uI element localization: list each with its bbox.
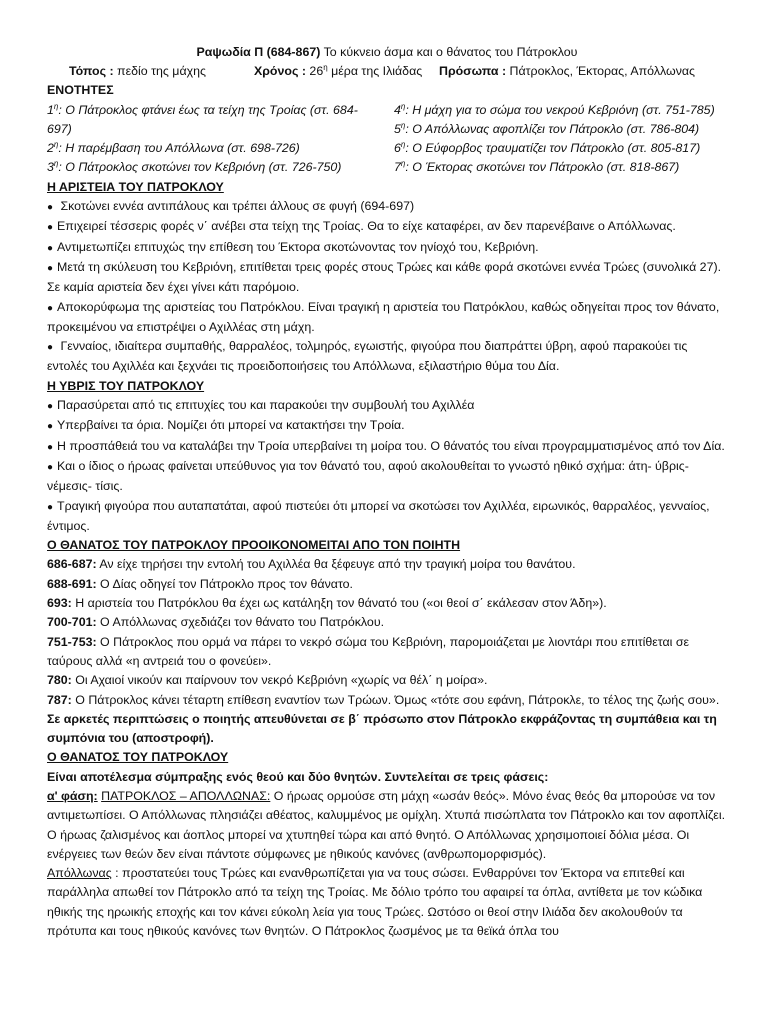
verse-text: Ο Δίας οδηγεί τον Πάτροκλο προς τον θάνατο. [96, 576, 353, 591]
hybris-heading: Η ΥΒΡΙΣ ΤΟΥ ΠΑΤΡΟΚΛΟΥ [47, 378, 205, 393]
persons-value: Πάτροκλος, Έκτορας, Απόλλωνας [506, 64, 696, 79]
bullet-item [47, 416, 727, 436]
meta-row [47, 62, 727, 81]
unit-sup: η [53, 140, 59, 150]
time-value-post: μέρα της Ιλιάδας [327, 64, 423, 79]
unit-sup: η [53, 159, 59, 169]
bullet-item [47, 258, 727, 298]
bullet-icon: ● [47, 461, 54, 473]
bullet-item [47, 497, 727, 537]
bullet-item [47, 337, 727, 377]
document-content [47, 43, 727, 941]
verse-ref: 686-687: [47, 557, 97, 572]
unit-number: 6 [394, 141, 401, 156]
verse-item [47, 555, 727, 574]
units-grid [47, 101, 727, 178]
aristeia-list [47, 197, 727, 377]
verse-text: Οι Αχαιοί νικούν και παίρνουν τον νεκρό Κεβριόνη «χωρίς να θέλ΄ η μοίρα». [71, 673, 488, 688]
verse-ref: 751-753: [47, 634, 97, 649]
time-sup: η [323, 63, 328, 73]
bullet-text: Αποκορύφωμα της αριστείας του Πατρόκλου. Είναι τραγική η αριστεία του Πατρόκλου, καθώς οδηγείται προς τον θάνατο, προκειμένου να επιστρέψει ο Αχιλλέας στη μάχη. [47, 299, 720, 334]
bullet-text: Παρασύρεται από τις επιτυχίες του και παρακούει την συμβουλή του Αχιλλέα [57, 398, 475, 413]
phase-label: α' φάση: [47, 788, 98, 803]
bullet-icon: ● [47, 441, 54, 453]
bullet-text: Τραγική φιγούρα που αυταπατάται, αφού πιστεύει ότι μπορεί να σκοτώσει τον Αχιλλέα, ειρωνικός, θαρραλέος, γενναίος, έντιμος. [47, 498, 710, 533]
verse-text: Ο Απόλλωνας σχεδιάζει τον θάνατο του Πατρόκλου. [96, 615, 385, 630]
bullet-item [47, 298, 727, 338]
foreshadow-list [47, 555, 727, 709]
bullet-icon: ● [47, 421, 54, 433]
unit-sup: η [400, 120, 406, 130]
bullet-item [47, 437, 727, 457]
bullet-icon: ● [47, 401, 54, 413]
hybris-list [47, 396, 727, 536]
unit-item [394, 139, 727, 158]
verse-item [47, 633, 727, 672]
units-right-column [386, 101, 727, 178]
death-intro: Είναι αποτέλεσμα σύμπραξης ενός θεού και δύο θνητών. Συντελείται σε τρεις φάσεις: [47, 769, 549, 784]
time-value: 26 [305, 64, 324, 79]
unit-text: : Ο Πάτροκλος φτάνει έως τα τείχη της Τροίας (στ. 684-697) [47, 102, 358, 136]
unit-item [47, 101, 380, 140]
bullet-icon: ● [47, 342, 54, 354]
bullet-item [47, 238, 727, 258]
bullet-text: Επιχειρεί τέσσερις φορές ν΄ ανέβει στα τείχη της Τροίας. Θα το είχε καταφέρει, αν δεν παρενέβαινε ο Απόλλωνας. [57, 219, 676, 234]
verse-item [47, 671, 727, 690]
verse-item [47, 691, 727, 710]
foreshadow-closing: Σε αρκετές περιπτώσεις ο ποιητής απευθύνεται σε β΄ πρόσωπο στον Πάτροκλο εκφράζοντας τη συμπάθεια και τη συμπόνια του (αποστροφή). [47, 711, 717, 746]
phase-title: ΠΑΤΡΟΚΛΟΣ – ΑΠΟΛΛΩΝΑΣ: [101, 788, 271, 803]
units-left-column [47, 101, 386, 178]
persons-label: Πρόσωπα : [439, 64, 507, 79]
bullet-item [47, 217, 727, 237]
persons-info [439, 62, 695, 81]
unit-number: 5 [394, 121, 401, 136]
unit-number: 7 [394, 160, 401, 175]
bullet-item [47, 197, 727, 217]
verse-ref: 787: [47, 692, 72, 707]
unit-sup: η [400, 101, 406, 111]
verse-text: Αν είχε τηρήσει την εντολή του Αχιλλέα θα ξέφευγε από την τραγική μοίρα του θανάτου. [96, 557, 576, 572]
bullet-text: Υπερβαίνει τα όρια. Νομίζει ότι μπορεί να κατακτήσει την Τροία. [57, 418, 405, 433]
bullet-text: Και ο ίδιος ο ήρωας φαίνεται υπεύθυνος για τον θάνατό του, αφού ακολουθείται το γνωστό ηθικό σχήμα: άτη- ύβρις- νέμεσις- τίσις. [47, 458, 689, 494]
apollo-paragraph [47, 864, 727, 941]
time-info [254, 62, 422, 81]
unit-item [47, 158, 380, 177]
verse-text: Ο Πάτροκλος κάνει τέταρτη επίθεση εναντίον των Τρώων. Όμως «τότε σου εφάνη, Πάτροκλε, το τέλος της ζωής σου». [71, 692, 720, 707]
title-rest: Το κύκνειο άσμα και ο θάνατος του Πάτροκλου [320, 45, 578, 59]
bullet-text: Αντιμετωπίζει επιτυχώς την επίθεση του Έκτορα σκοτώνοντας τον ηνίοχό του, Κεβριόνη. [57, 239, 539, 254]
unit-number: 1 [47, 102, 54, 117]
unit-sup: η [400, 159, 406, 169]
verse-item [47, 613, 727, 632]
verse-item [47, 575, 727, 594]
bullet-icon: ● [47, 501, 54, 513]
bullet-text: Σκοτώνει εννέα αντιπάλους και τρέπει άλλους σε φυγή (694-697) [57, 199, 415, 214]
bullet-icon: ● [47, 222, 54, 234]
unit-item [394, 101, 727, 120]
apollo-text: : προστατεύει τους Τρώες και ενανθρωπίζεται για να τους σώσει. Ενθαρρύνει τον Έκτορα να επιτεθεί και παράλληλα απωθεί τον Πάτροκλο από τα τείχη της Τροίας. Με δόλιο τρόπο του αφαιρεί τα όπλα, αντίθετα με τον κώδικα ηθικής της ηρωικής εποχής και τον κάνει εύκολη λεία για τους Τρώες. Ωστόσο οι θεοί στην Ιλιάδα δεν ακολουθούν τα πρότυπα και τους ηθικούς κανόνες των θνητών. Ο Πάτροκλος ζωσμένος με τα θεϊκά όπλα του [47, 866, 703, 939]
bullet-text: Η προσπάθειά του να καταλάβει την Τροία υπερβαίνει τη μοίρα του. Ο θάνατός του είναι προγραμματισμένος από τον Δία. [57, 438, 725, 453]
aristeia-heading: Η ΑΡΙΣΤΕΙΑ ΤΟΥ ΠΑΤΡΟΚΛΟΥ [47, 179, 224, 194]
unit-text: : Ο Έκτορας σκοτώνει τον Πάτροκλο (στ. 818-867) [405, 160, 680, 175]
verse-ref: 688-691: [47, 576, 97, 591]
unit-sup: η [53, 101, 59, 111]
phase-text: Ο ήρωας ορμούσε στη μάχη «ωσάν θεός». Μόνο ένας θεός θα μπορούσε να τον αντιμετωπίσει. Ο Απόλλωνας πλησιάζει αθέατος, καλυμμένος με ομίχλη. Χτυπά πισώπλατα τον Πάτροκλο και τον αφοπλίζει. Ο ήρωας ζαλισμένος και άοπλος μπορεί να χτυπηθεί τώρα και από θνητό. Ο Απόλλωνας χρησιμοποιεί δόλια μέσα. Οι ενέργειες των θεών δεν είναι πάντοτε σύμφωνες με ηθικούς κανόνες (ανθρωπομορφισμός). [47, 788, 726, 861]
verse-text: Η αριστεία του Πατρόκλου θα έχει ως κατάληξη τον θάνατό του («οι θεοί σ΄ εκάλεσαν στον Άδη»). [71, 596, 607, 611]
unit-text: : Η μάχη για το σώμα του νεκρού Κεβριόνη (στ. 751-785) [405, 102, 715, 117]
bullet-icon: ● [47, 242, 54, 254]
unit-text: : Ο Απόλλωνας αφοπλίζει τον Πάτροκλο (στ. 786-804) [405, 121, 700, 136]
bullet-item [47, 457, 727, 497]
unit-number: 4 [394, 102, 401, 117]
bullet-icon: ● [47, 262, 54, 274]
verse-text: Ο Πάτροκλος που ορμά να πάρει το νεκρό σώμα του Κεβριόνη, παρομοιάζεται με λιοντάρι που επιτίθεται σε ταύρους αλλά «η αντρειά του ο φονεύει». [47, 634, 690, 668]
verse-ref: 693: [47, 596, 72, 611]
bullet-icon: ● [47, 202, 54, 214]
time-label: Χρόνος : [254, 64, 306, 79]
unit-text: : Ο Πάτροκλος σκοτώνει τον Κεβριόνη (στ. 726-750) [58, 160, 342, 175]
verse-ref: 700-701: [47, 615, 97, 630]
unit-text: : Η παρέμβαση του Απόλλωνα (στ. 698-726) [58, 141, 300, 156]
apollo-label: Απόλλωνας [47, 866, 112, 881]
page-title [47, 43, 727, 62]
verse-ref: 780: [47, 673, 72, 688]
unit-number: 3 [47, 160, 54, 175]
bullet-text: Γενναίος, ιδιαίτερα συμπαθής, θαρραλέος, τολμηρός, εγωιστής, φιγούρα που διαπράττει ύβρη, αφού παρακούει τις εντολές του Αχιλλέα και ξεχνάει τις προειδοποιήσεις του Απόλλωνα, εξιλαστήριο θύμα του Δία. [47, 339, 688, 374]
unit-item [47, 139, 380, 158]
place-value: πεδίο της μάχης [113, 64, 206, 79]
unit-item [394, 120, 727, 139]
unit-text: : Ο Εύφορβος τραυματίζει τον Πάτροκλο (στ. 805-817) [405, 141, 701, 156]
units-heading: ΕΝΟΤΗΤΕΣ [47, 83, 114, 98]
place-label: Τόπος : [69, 64, 114, 79]
bullet-icon: ● [47, 302, 54, 314]
unit-number: 2 [47, 141, 54, 156]
death-heading: Ο ΘΑΝΑΤΟΣ ΤΟΥ ΠΑΤΡΟΚΛΟΥ [47, 750, 229, 765]
foreshadow-heading: Ο ΘΑΝΑΤΟΣ ΤΟΥ ΠΑΤΡΟΚΛΟΥ ΠΡΟΟΙΚΟΝΟΜΕΙΤΑΙ ΑΠΟ ΤΟΝ ΠΟΙΗΤΗ [47, 538, 461, 553]
unit-sup: η [400, 140, 406, 150]
place-info [69, 62, 206, 81]
unit-item [394, 158, 727, 177]
verse-item [47, 594, 727, 613]
bullet-text: Μετά τη σκύλευση του Κεβριόνη, επιτίθεται τρεις φορές στους Τρώες και κάθε φορά σκοτώνει εννέα Τρώες (συνολικά 27). Σε καμία αριστεία δεν έχει γίνει κάτι παρόμοιο. [47, 259, 722, 295]
death-phase-paragraph [47, 787, 727, 864]
bullet-item [47, 396, 727, 416]
title-bold: Ραψωδία Π (684-867) [196, 45, 321, 59]
